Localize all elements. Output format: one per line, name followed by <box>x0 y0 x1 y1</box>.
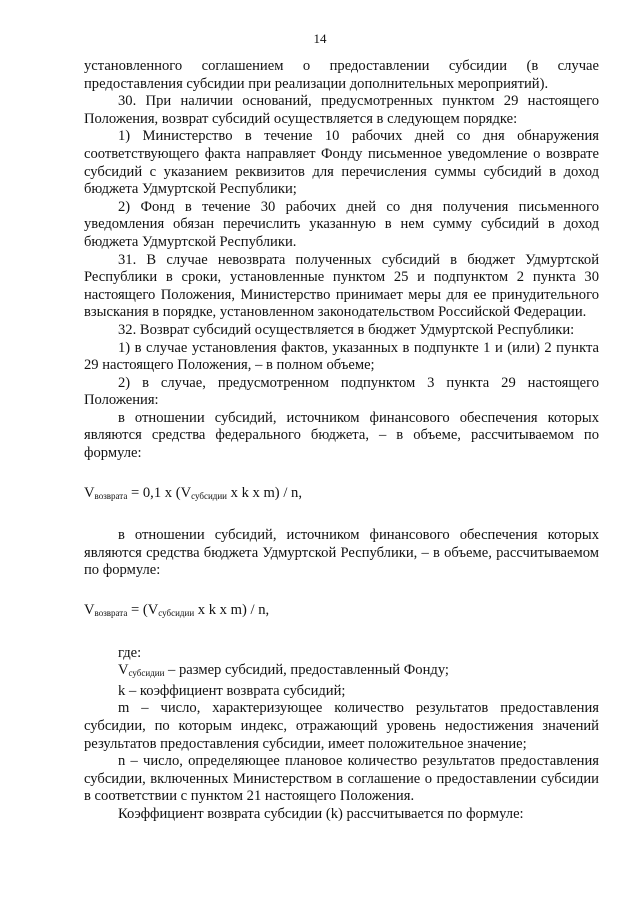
paragraph-30: 30. При наличии оснований, предусмотренных пунктом 29 настоящего Положения, возврат субсидий осуществляется в следующем порядке: <box>84 93 599 127</box>
paragraph-31: 31. В случае невозврата полученных субсидий в бюджет Удмуртской Республики в сроки, установленные пунктом 25 и подпунктом 2 пункта 30 настоящего Положения, Министерство принимает меры для ее принудительного взыскания в порядке, установленном законодательством Российской Федерации. <box>84 251 599 321</box>
paragraph-30-1: 1) Министерство в течение 10 рабочих дней со дня обнаружения соответствующего факта направляет Фонду письменное уведомление о возврате субсидий с указанием реквизитов для перечисления суммы субсидий в доход бюджета Удмуртской Республики; <box>84 128 599 198</box>
paragraph-coefficient: Коэффициент возврата субсидии (k) рассчитывается по формуле: <box>118 805 524 822</box>
paragraph-32-1: 1) в случае установления фактов, указанных в подпункте 1 и (или) 2 пункта 29 настоящего Положения, – в полном объеме; <box>84 339 599 374</box>
formula-regional-v-sub: возврата <box>94 608 128 619</box>
formula-federal-v-sub: возврата <box>94 490 128 501</box>
formula-regional-tail: x k x m) / n, <box>194 602 270 619</box>
formula-federal-s-sub: субсидии <box>191 490 227 501</box>
formula-regional-mid: = (V <box>127 602 159 619</box>
formula-federal-v: V <box>84 484 95 501</box>
definition-v-symbol: V <box>118 662 129 679</box>
definition-k: k – коэффициент возврата субсидий; <box>118 682 346 699</box>
formula-federal-tail: x k x m) / n, <box>226 484 302 501</box>
definition-v-sub: субсидии <box>128 668 165 679</box>
where-label: где: <box>118 644 142 661</box>
formula-federal <box>84 485 599 506</box>
definition-m: m – число, характеризующее количество результатов предоставления субсидии, по которым индекс, отражающий уровень недостижения значений результатов предоставления субсидии, имеет положительное значение; <box>84 700 599 752</box>
document-body <box>84 58 599 824</box>
paragraph-regional-budget: в отношении субсидий, источником финансового обеспечения которых являются средства бюджета Удмуртской Республики, – в объеме, рассчитываемом по формуле: <box>84 527 599 579</box>
definition-v-text: – размер субсидий, предоставленный Фонду; <box>164 662 449 679</box>
formula-federal-mid: = 0,1 x (V <box>127 484 192 501</box>
formula-regional-s-sub: субсидии <box>158 608 195 619</box>
definition-n: n – число, определяющее плановое количество результатов предоставления субсидии, включенных Министерством в соглашение о предоставлении субсидии в соответствии с пунктом 21 настоящего Положения. <box>84 753 599 805</box>
formula-regional-v: V <box>84 602 95 619</box>
paragraph-32: 32. Возврат субсидий осуществляется в бюджет Удмуртской Республики: <box>118 321 575 338</box>
paragraph-30-2: 2) Фонд в течение 30 рабочих дней со дня получения письменного уведомления обязан перечислить указанную в нем сумму субсидий в доход бюджета Удмуртской Республики. <box>84 198 599 250</box>
paragraph-32-2: 2) в случае, предусмотренном подпунктом 3 пункта 29 настоящего Положения: <box>84 374 599 409</box>
definition-v-subsidy <box>84 662 599 683</box>
paragraph-federal-budget: в отношении субсидий, источником финансового обеспечения которых являются средства федерального бюджета, – в объеме, рассчитываемом по формуле: <box>84 409 599 462</box>
page-number: 14 <box>313 31 327 46</box>
paragraph-continuation: установленного соглашением о предоставлении субсидии (в случае предоставления субсидии при реализации дополнительных мероприятий). <box>84 58 599 92</box>
formula-regional <box>84 602 599 623</box>
